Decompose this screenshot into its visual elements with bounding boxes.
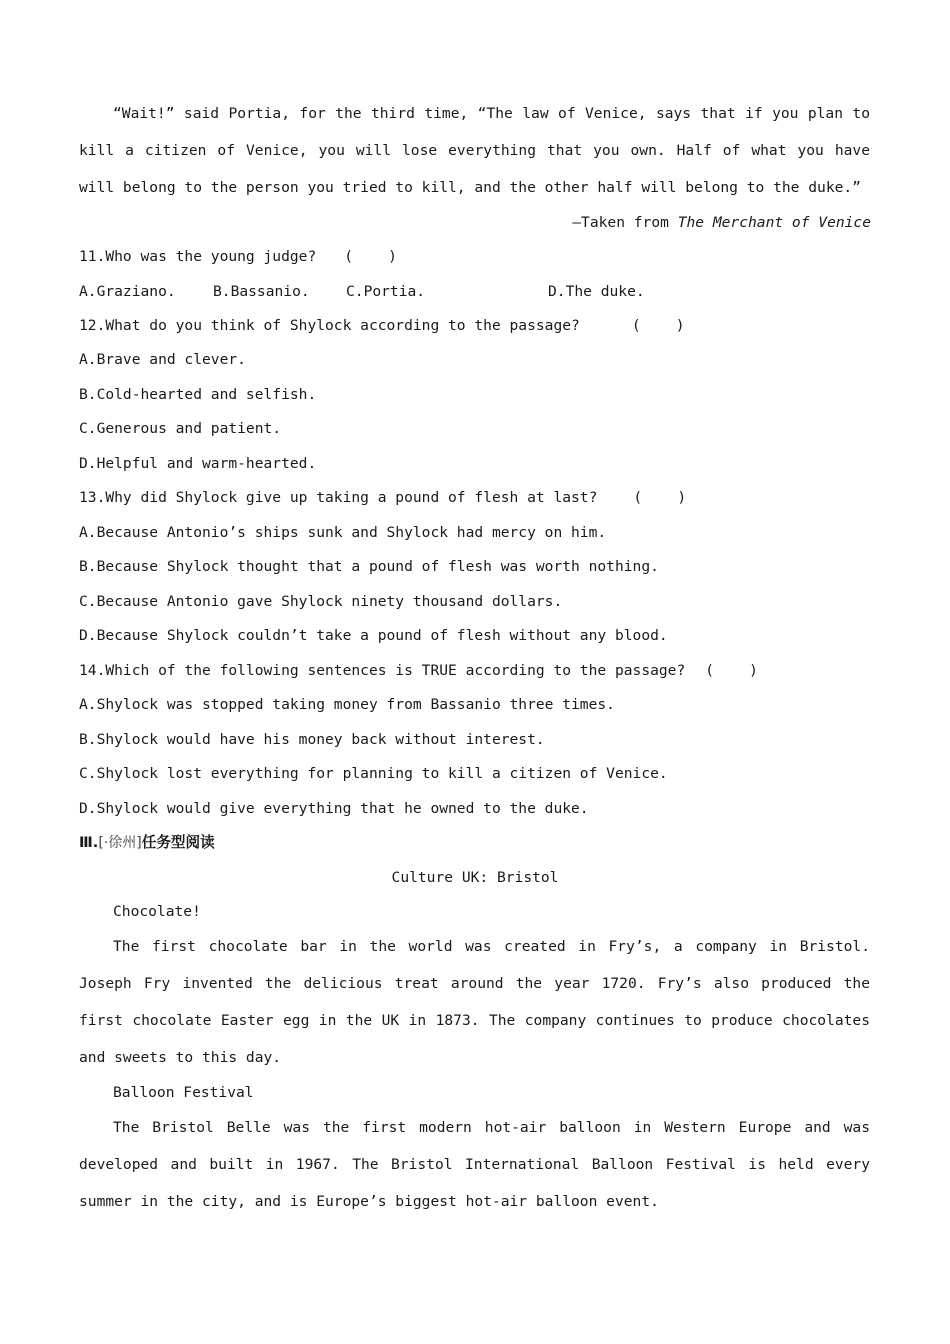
article-subheading-balloon: Balloon Festival <box>113 1084 254 1101</box>
question-13-option-a[interactable]: A.Because Antonio’s ships sunk and Shylock had mercy on him. <box>79 524 607 541</box>
answer-bracket[interactable]: ( ) <box>344 248 397 265</box>
question-text: 14.Which of the following sentences is TRUE according to the passage? <box>79 662 686 679</box>
question-14-option-b[interactable]: B.Shylock would have his money back without interest. <box>79 731 545 748</box>
article-paragraph-balloon: The Bristol Belle was the first modern hot-air balloon in Western Europe and was developed and built in 1967. The Bristol International Balloon Festival is held every summer in the city, and is Europe’s biggest hot-air balloon event. <box>79 1119 870 1210</box>
option-b[interactable]: B.Bassanio. <box>213 283 310 300</box>
option-d[interactable]: D.The duke. <box>548 283 645 300</box>
question-13-option-c[interactable]: C.Because Antonio gave Shylock ninety thousand dollars. <box>79 593 563 610</box>
section-title: 任务型阅读 <box>141 834 215 851</box>
question-14-option-a[interactable]: A.Shylock was stopped taking money from Bassanio three times. <box>79 696 615 713</box>
answer-bracket[interactable]: ( ) <box>633 489 687 506</box>
option-a[interactable]: A.Graziano. <box>79 283 176 300</box>
answer-bracket[interactable]: ( ) <box>631 317 685 334</box>
answer-bracket[interactable]: ( ) <box>705 662 758 679</box>
question-text: 13.Why did Shylock give up taking a pound of flesh at last? <box>79 489 598 506</box>
question-14-option-c[interactable]: C.Shylock lost everything for planning to kill a citizen of Venice. <box>79 765 668 782</box>
question-12-option-b[interactable]: B.Cold-hearted and selfish. <box>79 386 317 403</box>
passage-source <box>572 213 871 233</box>
question-14-stem <box>79 661 758 681</box>
question-13-option-b[interactable]: B.Because Shylock thought that a pound of flesh was worth nothing. <box>79 558 659 575</box>
section-numeral: Ⅲ. <box>79 834 99 851</box>
article-subheading-chocolate: Chocolate! <box>113 903 201 920</box>
question-12-option-c[interactable]: C.Generous and patient. <box>79 420 282 437</box>
question-13-option-d[interactable]: D.Because Shylock couldn’t take a pound of flesh without any blood. <box>79 627 668 644</box>
article-title: Culture UK: Bristol <box>391 869 559 886</box>
option-c[interactable]: C.Portia. <box>346 283 426 300</box>
question-11-stem <box>79 247 397 267</box>
question-12-option-d[interactable]: D.Helpful and warm-hearted. <box>79 455 317 472</box>
source-prefix: —Taken from <box>572 214 678 231</box>
question-12-option-a[interactable]: A.Brave and clever. <box>79 351 246 368</box>
article-paragraph-chocolate: The first chocolate bar in the world was created in Fry’s, a company in Bristol. Joseph Fry invented the delicious treat around the year 1720. Fry’s also produced the first chocolate Easter egg in the UK in 1873. The company continues to produce chocolates and sweets to this day. <box>79 938 870 1066</box>
question-text: 12.What do you think of Shylock according to the passage? <box>79 317 580 334</box>
question-text: 11.Who was the young judge? <box>79 248 317 265</box>
section-source: [·徐州] <box>98 835 142 851</box>
passage-final-paragraph: “Wait!” said Portia, for the third time, “The law of Venice, says that if you plan to kill a citizen of Venice, you will lose everything that you own. Half of what you have will belong to the person you tried to kill, and the other half will belong to the duke.” <box>79 105 870 196</box>
question-14-option-d[interactable]: D.Shylock would give everything that he owned to the duke. <box>79 800 589 817</box>
question-12-stem <box>79 316 685 336</box>
section-3-heading <box>79 833 215 853</box>
question-13-stem <box>79 488 686 508</box>
source-title: The Merchant of Venice <box>677 214 871 231</box>
